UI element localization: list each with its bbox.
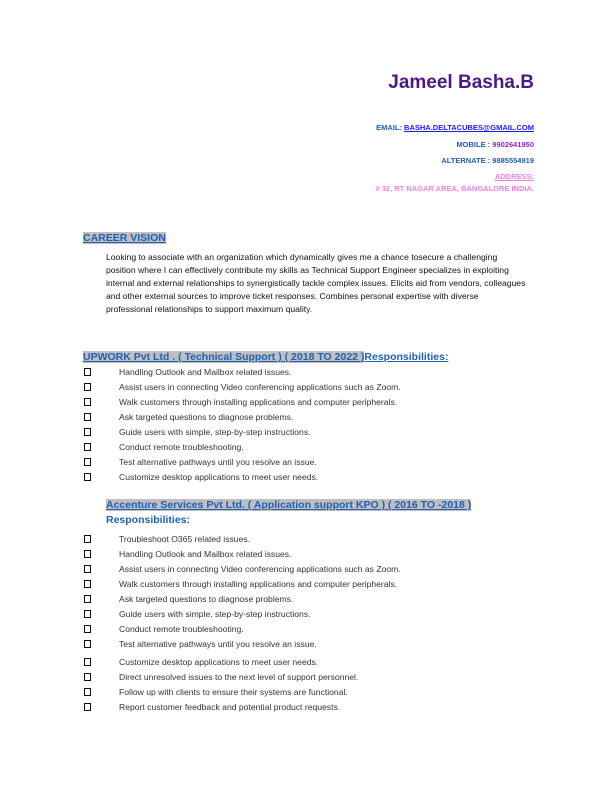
list-item-text: Customize desktop applications to meet user needs. (119, 472, 319, 482)
list-item-text: Customize desktop applications to meet user needs. (119, 657, 319, 667)
alternate-label: ALTERNATE : (441, 156, 493, 165)
list-item-text: Guide users with simple, step-by-step instructions. (119, 609, 311, 619)
checkbox-bullet-icon (84, 473, 91, 481)
list-item-text: Conduct remote troubleshooting. (119, 442, 244, 452)
career-vision-heading: CAREER VISION (83, 232, 166, 244)
email-link[interactable]: BASHA.DELTACUBES@GMAIL.COM (404, 123, 534, 132)
address-label: ADDRESS: (494, 172, 534, 181)
mobile-line (456, 140, 534, 149)
job-heading-accenture (106, 499, 471, 526)
mobile-label: MOBILE : (456, 140, 493, 149)
checkbox-bullet-icon (84, 535, 91, 543)
list-item-text: Assist users in connecting Video conferencing applications such as Zoom. (119, 564, 401, 574)
checkbox-bullet-icon (84, 595, 91, 603)
checkbox-bullet-icon (84, 703, 91, 711)
list-item-text: Handling Outlook and Mailbox related issues. (119, 549, 292, 559)
list-item-text: Walk customers through installing applications and computer peripherals. (119, 579, 398, 589)
list-item-text: Handling Outlook and Mailbox related issues. (119, 367, 292, 377)
checkbox-bullet-icon (84, 658, 91, 666)
list-item-text: Ask targeted questions to diagnose problems. (119, 594, 294, 604)
career-vision-text: Looking to associate with an organization which dynamically gives me a chance tosecure a challenging position where I can effectively contribute my skills as Technical Support Engineer specializes in exploiting internal and external relationships to synergistically tackle complex issues. Elicits aid from vendors, colleagues and other external sources to improve ticket responses. Combines personal expertise with diverse professional relationships to support maximum quality. (106, 252, 526, 315)
job-title: Accenture Services Pvt Ltd. ( Application support KPO ) ( 2016 TO -2018 ) (106, 499, 472, 511)
list-item-text: Test alternative pathways until you resolve an issue. (119, 457, 317, 467)
checkbox-bullet-icon (84, 383, 91, 391)
checkbox-bullet-icon (84, 673, 91, 681)
checkbox-bullet-icon (84, 688, 91, 696)
email-line (376, 123, 534, 132)
checkbox-bullet-icon (84, 565, 91, 573)
checkbox-bullet-icon (84, 550, 91, 558)
checkbox-bullet-icon (84, 458, 91, 466)
checkbox-bullet-icon (84, 413, 91, 421)
list-item-text: Follow up with clients to ensure their systems are functional. (119, 687, 348, 697)
job-heading-upwork (83, 351, 448, 363)
candidate-name: Jameel Basha.B (388, 72, 534, 93)
email-label: EMAIL: (376, 123, 405, 132)
list-item-text: Report customer feedback and potential product requests. (119, 702, 341, 712)
responsibilities-label: Responsibilities: (106, 514, 191, 526)
checkbox-bullet-icon (84, 398, 91, 406)
alternate-number: 9885554919 (492, 156, 534, 165)
checkbox-bullet-icon (84, 610, 91, 618)
checkbox-bullet-icon (84, 640, 91, 648)
checkbox-bullet-icon (84, 428, 91, 436)
alternate-line (441, 156, 534, 165)
list-item-text: Troubleshoot O365 related issues. (119, 534, 251, 544)
list-item-text: Test alternative pathways until you resolve an issue. (119, 639, 317, 649)
list-item-text: Conduct remote troubleshooting. (119, 624, 244, 634)
list-item-text: Walk customers through installing applications and computer peripherals. (119, 397, 398, 407)
checkbox-bullet-icon (84, 580, 91, 588)
checkbox-bullet-icon (84, 368, 91, 376)
list-item-text: Direct unresolved issues to the next level of support personnel. (119, 672, 359, 682)
address: # 32, RT NAGAR AREA, BANGALORE INDIA. (375, 184, 534, 193)
job-title: UPWORK Pvt Ltd . ( Technical Support ) ( 2018 TO 2022 ) (83, 351, 365, 363)
mobile-number: 9902641950 (492, 140, 534, 149)
checkbox-bullet-icon (84, 625, 91, 633)
list-item-text: Guide users with simple, step-by-step instructions. (119, 427, 311, 437)
list-item-text: Ask targeted questions to diagnose problems. (119, 412, 294, 422)
list-item-text: Assist users in connecting Video conferencing applications such as Zoom. (119, 382, 401, 392)
checkbox-bullet-icon (84, 443, 91, 451)
responsibilities-label: Responsibilities: (364, 351, 449, 363)
